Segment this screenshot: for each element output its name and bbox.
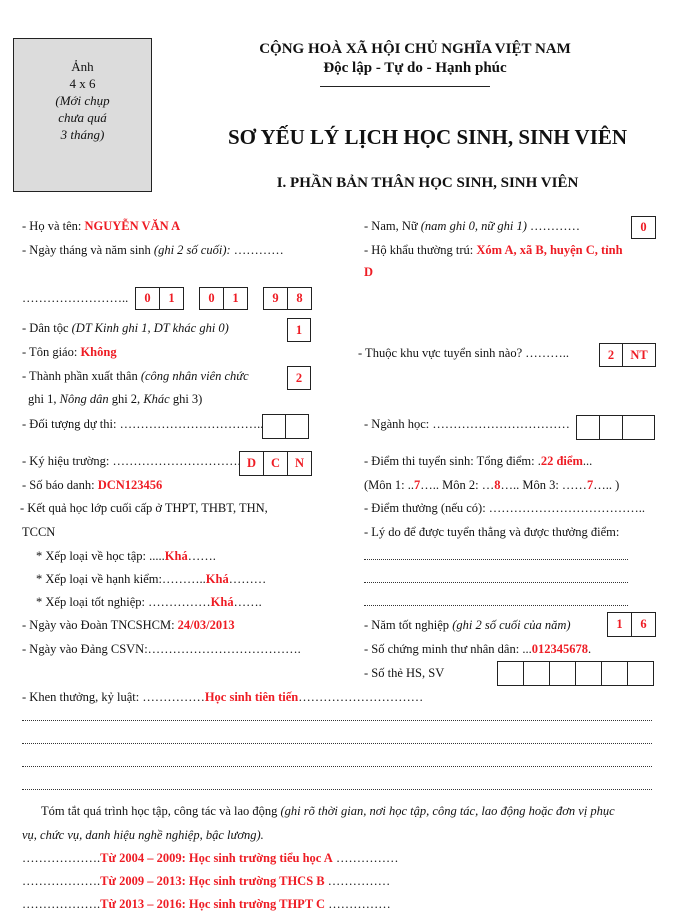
subject-text: ….. Môn 2: …	[420, 478, 495, 492]
id-card-value[interactable]: 012345678	[531, 642, 588, 656]
hint-text: Nông dân	[59, 392, 109, 406]
candidate-number-label: - Số báo danh:	[22, 478, 98, 492]
major-box[interactable]	[622, 415, 655, 440]
religion-value[interactable]: Không	[80, 345, 117, 359]
conduct-rank-value[interactable]: Khá	[205, 572, 229, 586]
photo-label: Ảnh	[71, 59, 94, 74]
background-hint-cont	[28, 391, 202, 407]
study-rank-field	[36, 548, 216, 564]
gender-hint: (nam ghi 0, nữ ghi 1)	[420, 219, 527, 233]
hint-text: ghi 3)	[169, 392, 203, 406]
dob-day-boxes	[135, 287, 184, 310]
major-boxes	[576, 415, 655, 440]
ethnicity-field	[22, 320, 229, 336]
candidate-number-field	[22, 477, 162, 493]
nation-heading: CỘNG HOÀ XÃ HỘI CHỦ NGHĨA VIỆT NAM	[259, 41, 571, 57]
school-code-label: - Ký hiệu trường: ………………………….	[22, 454, 241, 468]
grad-year-hint: (ghi 2 số cuối của năm)	[452, 618, 571, 632]
study-rank-value[interactable]: Khá	[164, 549, 188, 563]
results-label-cont: TCCN	[22, 525, 56, 539]
full-name-label: - Họ và tên:	[22, 219, 85, 233]
major-label: - Ngành học: ……………………………	[364, 417, 570, 431]
photo-size: 4 x 6	[69, 76, 96, 91]
grad-year-field	[364, 617, 571, 633]
dob-month-box[interactable]: 0	[199, 287, 224, 310]
candidate-type-label: - Đối tượng dự thi: ……………………………..	[22, 417, 264, 431]
ethnicity-hint: (DT Kinh ghi 1, DT khác ghi 0)	[71, 321, 229, 335]
student-card-box[interactable]	[627, 661, 654, 686]
region-box[interactable]: NT	[622, 343, 656, 367]
id-card-suffix: .	[587, 642, 592, 656]
exam-score-suffix: ...	[582, 454, 593, 468]
gender-field	[364, 218, 580, 234]
region-label: - Thuộc khu vực tuyển sinh nào? ………..	[358, 346, 570, 360]
conduct-rank-label: * Xếp loại về hạnh kiểm:………..	[36, 572, 206, 586]
background-boxes	[287, 366, 311, 390]
awards-line[interactable]	[22, 789, 652, 790]
region-box[interactable]: 2	[599, 343, 623, 367]
entry-trail: ……………	[332, 851, 399, 865]
religion-field	[22, 344, 117, 360]
background-box[interactable]: 2	[287, 366, 311, 390]
school-code-boxes	[239, 451, 312, 476]
entry-leader: ……………….	[22, 851, 101, 865]
major-box[interactable]	[576, 415, 600, 440]
candidate-type-box[interactable]	[262, 414, 286, 439]
youth-union-value[interactable]: 24/03/2013	[177, 618, 235, 632]
dob-day-box[interactable]: 0	[135, 287, 160, 310]
section-title: I. PHẦN BẢN THÂN HỌC SINH, SINH VIÊN	[276, 175, 579, 191]
dob-month-box[interactable]: 1	[223, 287, 248, 310]
hint-text: ghi 1,	[28, 392, 60, 406]
region-boxes	[599, 343, 656, 367]
religion-label: - Tôn giáo:	[22, 345, 81, 359]
awards-suffix: …………………………	[298, 690, 424, 704]
reason-line[interactable]	[364, 559, 628, 560]
dob-label: - Ngày tháng và năm sinh	[22, 243, 154, 257]
hint-text: Khác	[143, 392, 170, 406]
candidate-type-boxes	[262, 414, 309, 439]
results-label: - Kết quả học lớp cuối cấp ở THPT, THBT, THN,	[20, 501, 268, 515]
residence-value-cont[interactable]: D	[364, 265, 374, 279]
summary-hint: (ghi rõ thời gian, nơi học tập, công tác, lao động hoặc đơn vị phục	[280, 804, 615, 818]
awards-line[interactable]	[22, 720, 652, 721]
student-card-box[interactable]	[523, 661, 550, 686]
history-entry	[22, 896, 391, 912]
hint-text: ghi 2,	[108, 392, 144, 406]
entry-trail: ……………	[324, 874, 391, 888]
gender-boxes	[631, 216, 656, 239]
gender-label: - Nam, Nữ	[364, 219, 421, 233]
school-code-box[interactable]: C	[263, 451, 288, 476]
bonus-label: - Điểm thưởng (nếu có): ………………………………..	[364, 501, 646, 515]
grad-year-box[interactable]: 6	[631, 612, 656, 637]
ethnicity-box[interactable]: 1	[287, 318, 311, 342]
awards-label: - Khen thưởng, kỷ luật: ……………	[22, 690, 205, 704]
motto-heading: Độc lập - Tự do - Hạnh phúc	[323, 60, 507, 76]
grad-rank-suffix: …….	[233, 595, 262, 609]
student-card-box[interactable]	[497, 661, 524, 686]
dob-leader: ……………………..	[22, 291, 129, 305]
candidate-type-box[interactable]	[285, 414, 309, 439]
subject1-score[interactable]: 7	[414, 478, 421, 492]
subject-text: ….. Môn 3: ……	[500, 478, 587, 492]
dob-month-boxes	[199, 287, 248, 310]
awards-value[interactable]: Học sinh tiên tiến	[204, 690, 299, 704]
id-card-field	[364, 641, 591, 657]
exam-score-label: - Điểm thi tuyển sinh: Tổng điểm: .	[364, 454, 541, 468]
summary-intro-text: Tóm tắt quá trình học tập, công tác và lao động	[41, 804, 281, 818]
header-divider	[320, 86, 490, 87]
student-card-box[interactable]	[549, 661, 576, 686]
study-rank-suffix: …….	[187, 549, 216, 563]
school-code-box[interactable]: D	[239, 451, 264, 476]
background-field	[22, 368, 249, 384]
youth-union-field	[22, 617, 235, 633]
subject-text: ….. )	[593, 478, 620, 492]
dob-hint: (ghi 2 số cuối):	[153, 243, 231, 257]
entry-text[interactable]: Từ 2009 – 2013: Học sinh trường THCS B	[100, 874, 325, 888]
reason-line[interactable]	[364, 582, 628, 583]
residence-field	[364, 242, 623, 258]
photo-note: (Mới chụp	[55, 93, 110, 108]
exam-score-value[interactable]: 22 điểm	[540, 454, 583, 468]
gender-box[interactable]: 0	[631, 216, 656, 239]
subject2-score[interactable]: 8	[494, 478, 501, 492]
conduct-rank-field	[36, 571, 266, 587]
entry-text[interactable]: Từ 2004 – 2009: Học sinh trường tiểu học A	[100, 851, 333, 865]
grad-year-label: - Năm tốt nghiệp	[364, 618, 453, 632]
student-card-box[interactable]	[601, 661, 628, 686]
candidate-number-value[interactable]: DCN123456	[97, 478, 163, 492]
gender-dots: …………	[526, 219, 581, 233]
reason-label: - Lý do để được tuyển thẳng và được thưởng điểm:	[364, 525, 620, 539]
conduct-rank-suffix: ………	[228, 572, 267, 586]
student-card-boxes	[497, 661, 654, 686]
dob-dots: …………	[230, 243, 284, 257]
dob-year-box[interactable]: 8	[287, 287, 312, 310]
entry-leader: ……………….	[22, 874, 101, 888]
entry-text[interactable]: Từ 2013 – 2016: Học sinh trường THPT C	[100, 897, 326, 911]
photo-note: 3 tháng)	[60, 127, 105, 142]
background-hint: (công nhân viên chức	[140, 369, 249, 383]
photo-placeholder	[13, 38, 152, 192]
residence-label: - Hộ khẩu thường trú:	[364, 243, 477, 257]
study-rank-label: * Xếp loại về học tập: .....	[36, 549, 165, 563]
dob-day-box[interactable]: 1	[159, 287, 184, 310]
awards-line[interactable]	[22, 766, 652, 767]
exam-score-field	[364, 453, 592, 469]
subject-text: (Môn 1: ..	[364, 478, 414, 492]
summary-hint-cont: vụ, chức vụ, danh hiệu nghề nghiệp, bậc lương).	[22, 828, 264, 842]
party-label: - Ngày vào Đảng CSVN:……………………………….	[22, 642, 301, 656]
full-name-value[interactable]: NGUYỄN VĂN A	[84, 219, 181, 233]
ethnicity-label: - Dân tộc	[22, 321, 72, 335]
student-card-label: - Số thẻ HS, SV	[364, 666, 445, 680]
reason-line[interactable]	[364, 605, 628, 606]
grad-rank-label: * Xếp loại tốt nghiệp: ……………	[36, 595, 211, 609]
subject3-score[interactable]: 7	[586, 478, 594, 492]
grad-rank-value[interactable]: Khá	[210, 595, 234, 609]
subject-scores	[364, 477, 619, 493]
awards-line[interactable]	[22, 743, 652, 744]
summary-intro	[41, 803, 615, 819]
dob-field	[22, 242, 284, 258]
dob-year-boxes	[263, 287, 312, 310]
page-title: SƠ YẾU LÝ LỊCH HỌC SINH, SINH VIÊN	[227, 125, 628, 149]
grad-year-box[interactable]: 1	[607, 612, 632, 637]
id-card-label: - Số chứng minh thư nhân dân: ...	[364, 642, 532, 656]
history-entry	[22, 873, 390, 889]
student-card-box[interactable]	[575, 661, 602, 686]
major-box[interactable]	[599, 415, 623, 440]
residence-value[interactable]: Xóm A, xã B, huyện C, tỉnh	[476, 243, 623, 257]
full-name-field	[22, 218, 180, 234]
background-label: - Thành phần xuất thân	[22, 369, 141, 383]
grad-rank-field	[36, 594, 262, 610]
awards-field	[22, 689, 423, 705]
dob-year-box[interactable]: 9	[263, 287, 288, 310]
ethnicity-boxes	[287, 318, 311, 342]
school-code-box[interactable]: N	[287, 451, 312, 476]
entry-leader: ……………….	[22, 897, 101, 911]
photo-note: chưa quá	[58, 110, 107, 125]
entry-trail: ……………	[325, 897, 391, 911]
grad-year-boxes	[607, 612, 656, 637]
history-entry	[22, 850, 398, 866]
youth-union-label: - Ngày vào Đoàn TNCSHCM:	[22, 618, 178, 632]
